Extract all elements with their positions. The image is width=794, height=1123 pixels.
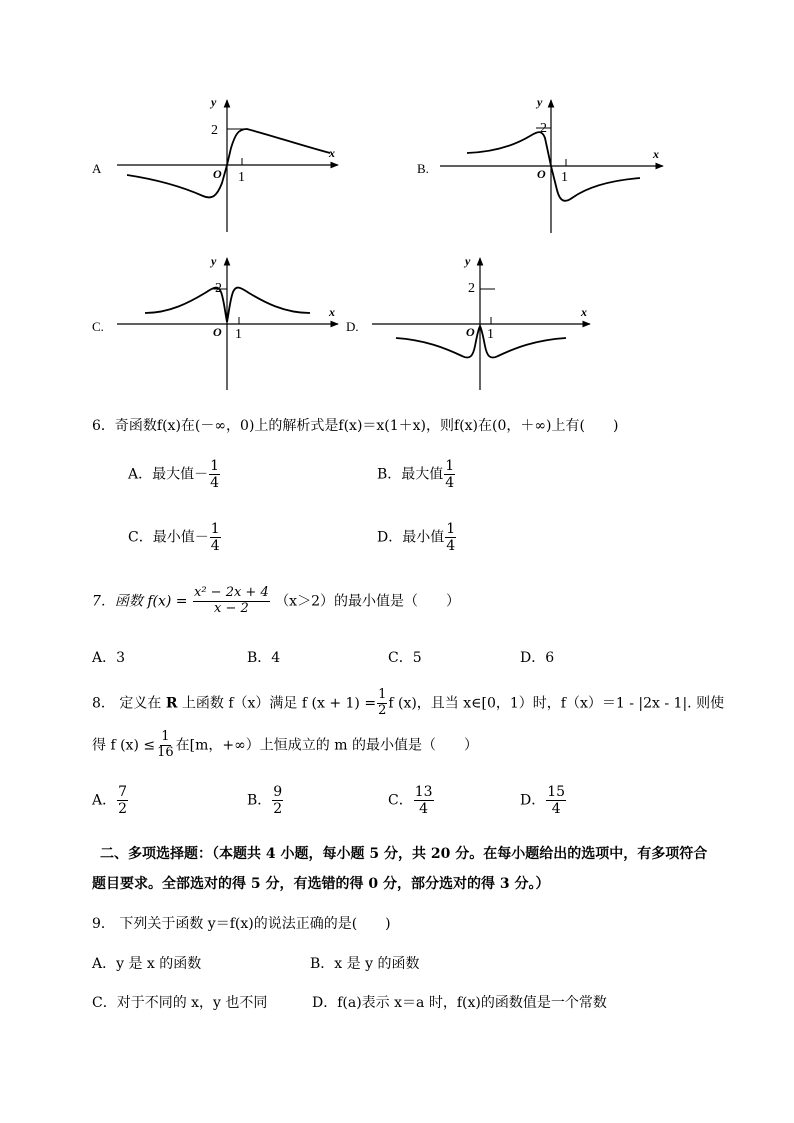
graph-b-label: B. (417, 161, 429, 176)
graph-b-tick-y-label: 2 (540, 121, 547, 136)
graph-c-label: C. (92, 319, 104, 334)
q9-option-a: A．y 是 x 的函数 (92, 956, 202, 972)
fraction-denominator: 4 (210, 475, 220, 492)
fraction-denominator: x − 2 (213, 600, 249, 616)
fraction (209, 458, 220, 491)
graph-a (92, 95, 338, 232)
graph-d (346, 254, 590, 390)
graph-a-curve (127, 129, 330, 197)
q8-option-d-label: D． (520, 792, 546, 809)
q9-option-b: B．x 是 y 的函数 (310, 956, 420, 972)
graph-d-curve (396, 326, 566, 358)
q7-option-b: B．4 (247, 650, 281, 666)
fraction-numerator: 7 (118, 784, 128, 800)
fraction-denominator: 4 (419, 801, 429, 818)
graph-d-y-label: y (465, 254, 471, 268)
graph-c-tick-x-label: 1 (235, 327, 242, 342)
q6-option-c (128, 521, 222, 554)
q7-suffix: （x＞2）的最小值是（ ） (275, 593, 460, 610)
q6-option-a-label: A．最大值－ (128, 466, 209, 483)
fraction-numerator: x² − 2x + 4 (194, 585, 269, 600)
q7-option-a: A．3 (92, 650, 126, 666)
q7-option-d: D．6 (520, 650, 555, 666)
fraction-numerator: 1 (161, 729, 170, 744)
q8-text-a: 上函数 f（x）满足 f (x + 1) = (181, 695, 377, 712)
fraction-denominator: 4 (446, 538, 456, 555)
fraction (210, 521, 221, 554)
fraction-numerator: 1 (446, 521, 456, 537)
fraction-numerator: 9 (273, 784, 283, 800)
graph-c-tick-y-label: 2 (215, 281, 222, 296)
fraction (444, 458, 455, 491)
section2-heading-line1: 二、多项选择题：（本题共 4 小题，每小题 5 分，共 20 分。在每小题给出的选项中，有多项符合 (100, 846, 708, 862)
q8-option-d (520, 784, 567, 817)
graph-c-y-label: y (211, 254, 217, 268)
graph-c-origin-label: O (213, 325, 222, 339)
graph-d-tick-x-label: 1 (487, 327, 494, 342)
fraction (272, 784, 283, 817)
fraction-numerator: 1 (378, 687, 387, 702)
graph-a-label: A (92, 161, 102, 176)
q7-fraction (193, 586, 270, 617)
q8-set-r: R (165, 695, 178, 712)
graph-d-label: D. (346, 319, 359, 334)
q8-option-a-label: A． (92, 792, 117, 809)
q7-option-c: C．5 (388, 650, 422, 666)
fraction-denominator: 16 (157, 744, 174, 760)
graph-b-y-label: y (537, 95, 543, 109)
fraction-numerator: 1 (210, 521, 220, 537)
q6-option-a (128, 458, 221, 491)
fraction-denominator: 4 (445, 475, 455, 492)
section2-heading-line2: 题目要求。全部选对的得 5 分，有选错的得 0 分，部分选对的得 3 分。） (92, 876, 550, 892)
q8-line1 (92, 688, 724, 719)
fraction (546, 784, 566, 817)
fraction (414, 784, 434, 817)
q6-option-b (377, 458, 456, 491)
fraction-numerator: 13 (414, 784, 433, 800)
graph-b (417, 95, 663, 233)
q8-number: 8． 定义在 (92, 695, 162, 712)
graph-a-tick-x-label: 1 (238, 170, 245, 185)
graph-a-origin-label: O (213, 167, 222, 181)
q6-option-d-label: D．最小值 (377, 529, 445, 546)
fraction (445, 521, 456, 554)
q7-prefix: 7．函数 f(x) = (92, 593, 188, 610)
q6-option-c-label: C．最小值－ (128, 529, 209, 546)
q8-option-b (247, 784, 284, 817)
q6-option-b-label: B．最大值 (377, 466, 444, 483)
graph-a-x-label: x (329, 146, 335, 160)
q6-option-d (377, 521, 457, 554)
fraction (377, 688, 387, 719)
graph-c-x-label: x (329, 305, 335, 319)
fraction-denominator: 4 (210, 538, 220, 555)
q7-stem (92, 586, 460, 617)
q8-line2 (92, 730, 478, 761)
q9-option-d: D．f(a)表示 x＝a 时，f(x)的函数值是一个常数 (312, 995, 607, 1011)
q9-option-c: C．对于不同的 x，y 也不同 (92, 995, 268, 1011)
graph-a-tick-y-label: 2 (211, 123, 218, 138)
graph-b-x-label: x (653, 147, 659, 161)
q9-stem: 9． 下列关于函数 y＝f(x)的说法正确的是( ) (92, 916, 391, 932)
q8-option-c (388, 784, 435, 817)
graph-d-origin-label: O (466, 325, 475, 339)
q8-text-b: f (x)，且当 x∈[0，1）时，f（x）＝1 - |2x - 1|. 则使 (388, 695, 725, 712)
graph-b-origin-label: O (537, 167, 546, 181)
fraction-numerator: 1 (445, 458, 455, 474)
graph-d-x-label: x (581, 305, 587, 319)
q8-text-c: 得 f (x) ≤ (92, 737, 156, 754)
fraction-numerator: 1 (210, 458, 220, 474)
q8-option-c-label: C． (388, 792, 413, 809)
graph-a-y-label: y (211, 95, 217, 109)
q8-option-a (92, 784, 129, 817)
fraction-denominator: 2 (118, 801, 128, 818)
fraction (156, 730, 175, 761)
fraction-denominator: 2 (378, 702, 387, 718)
option-graphs (0, 0, 794, 400)
q6-stem: 6．奇函数f(x)在(－∞，0)上的解析式是f(x)＝x(1＋x)，则f(x)在(0，＋∞)上有( ) (92, 418, 619, 434)
q8-text-d: 在[m，+∞）上恒成立的 m 的最小值是（ ） (175, 737, 478, 754)
graph-d-tick-y-label: 2 (468, 281, 475, 296)
fraction-denominator: 4 (551, 801, 561, 818)
fraction (117, 784, 128, 817)
graph-b-tick-x-label: 1 (561, 170, 568, 185)
fraction-denominator: 2 (273, 801, 283, 818)
graph-c (92, 254, 338, 390)
fraction-numerator: 15 (547, 784, 566, 800)
q8-option-b-label: B． (247, 792, 272, 809)
